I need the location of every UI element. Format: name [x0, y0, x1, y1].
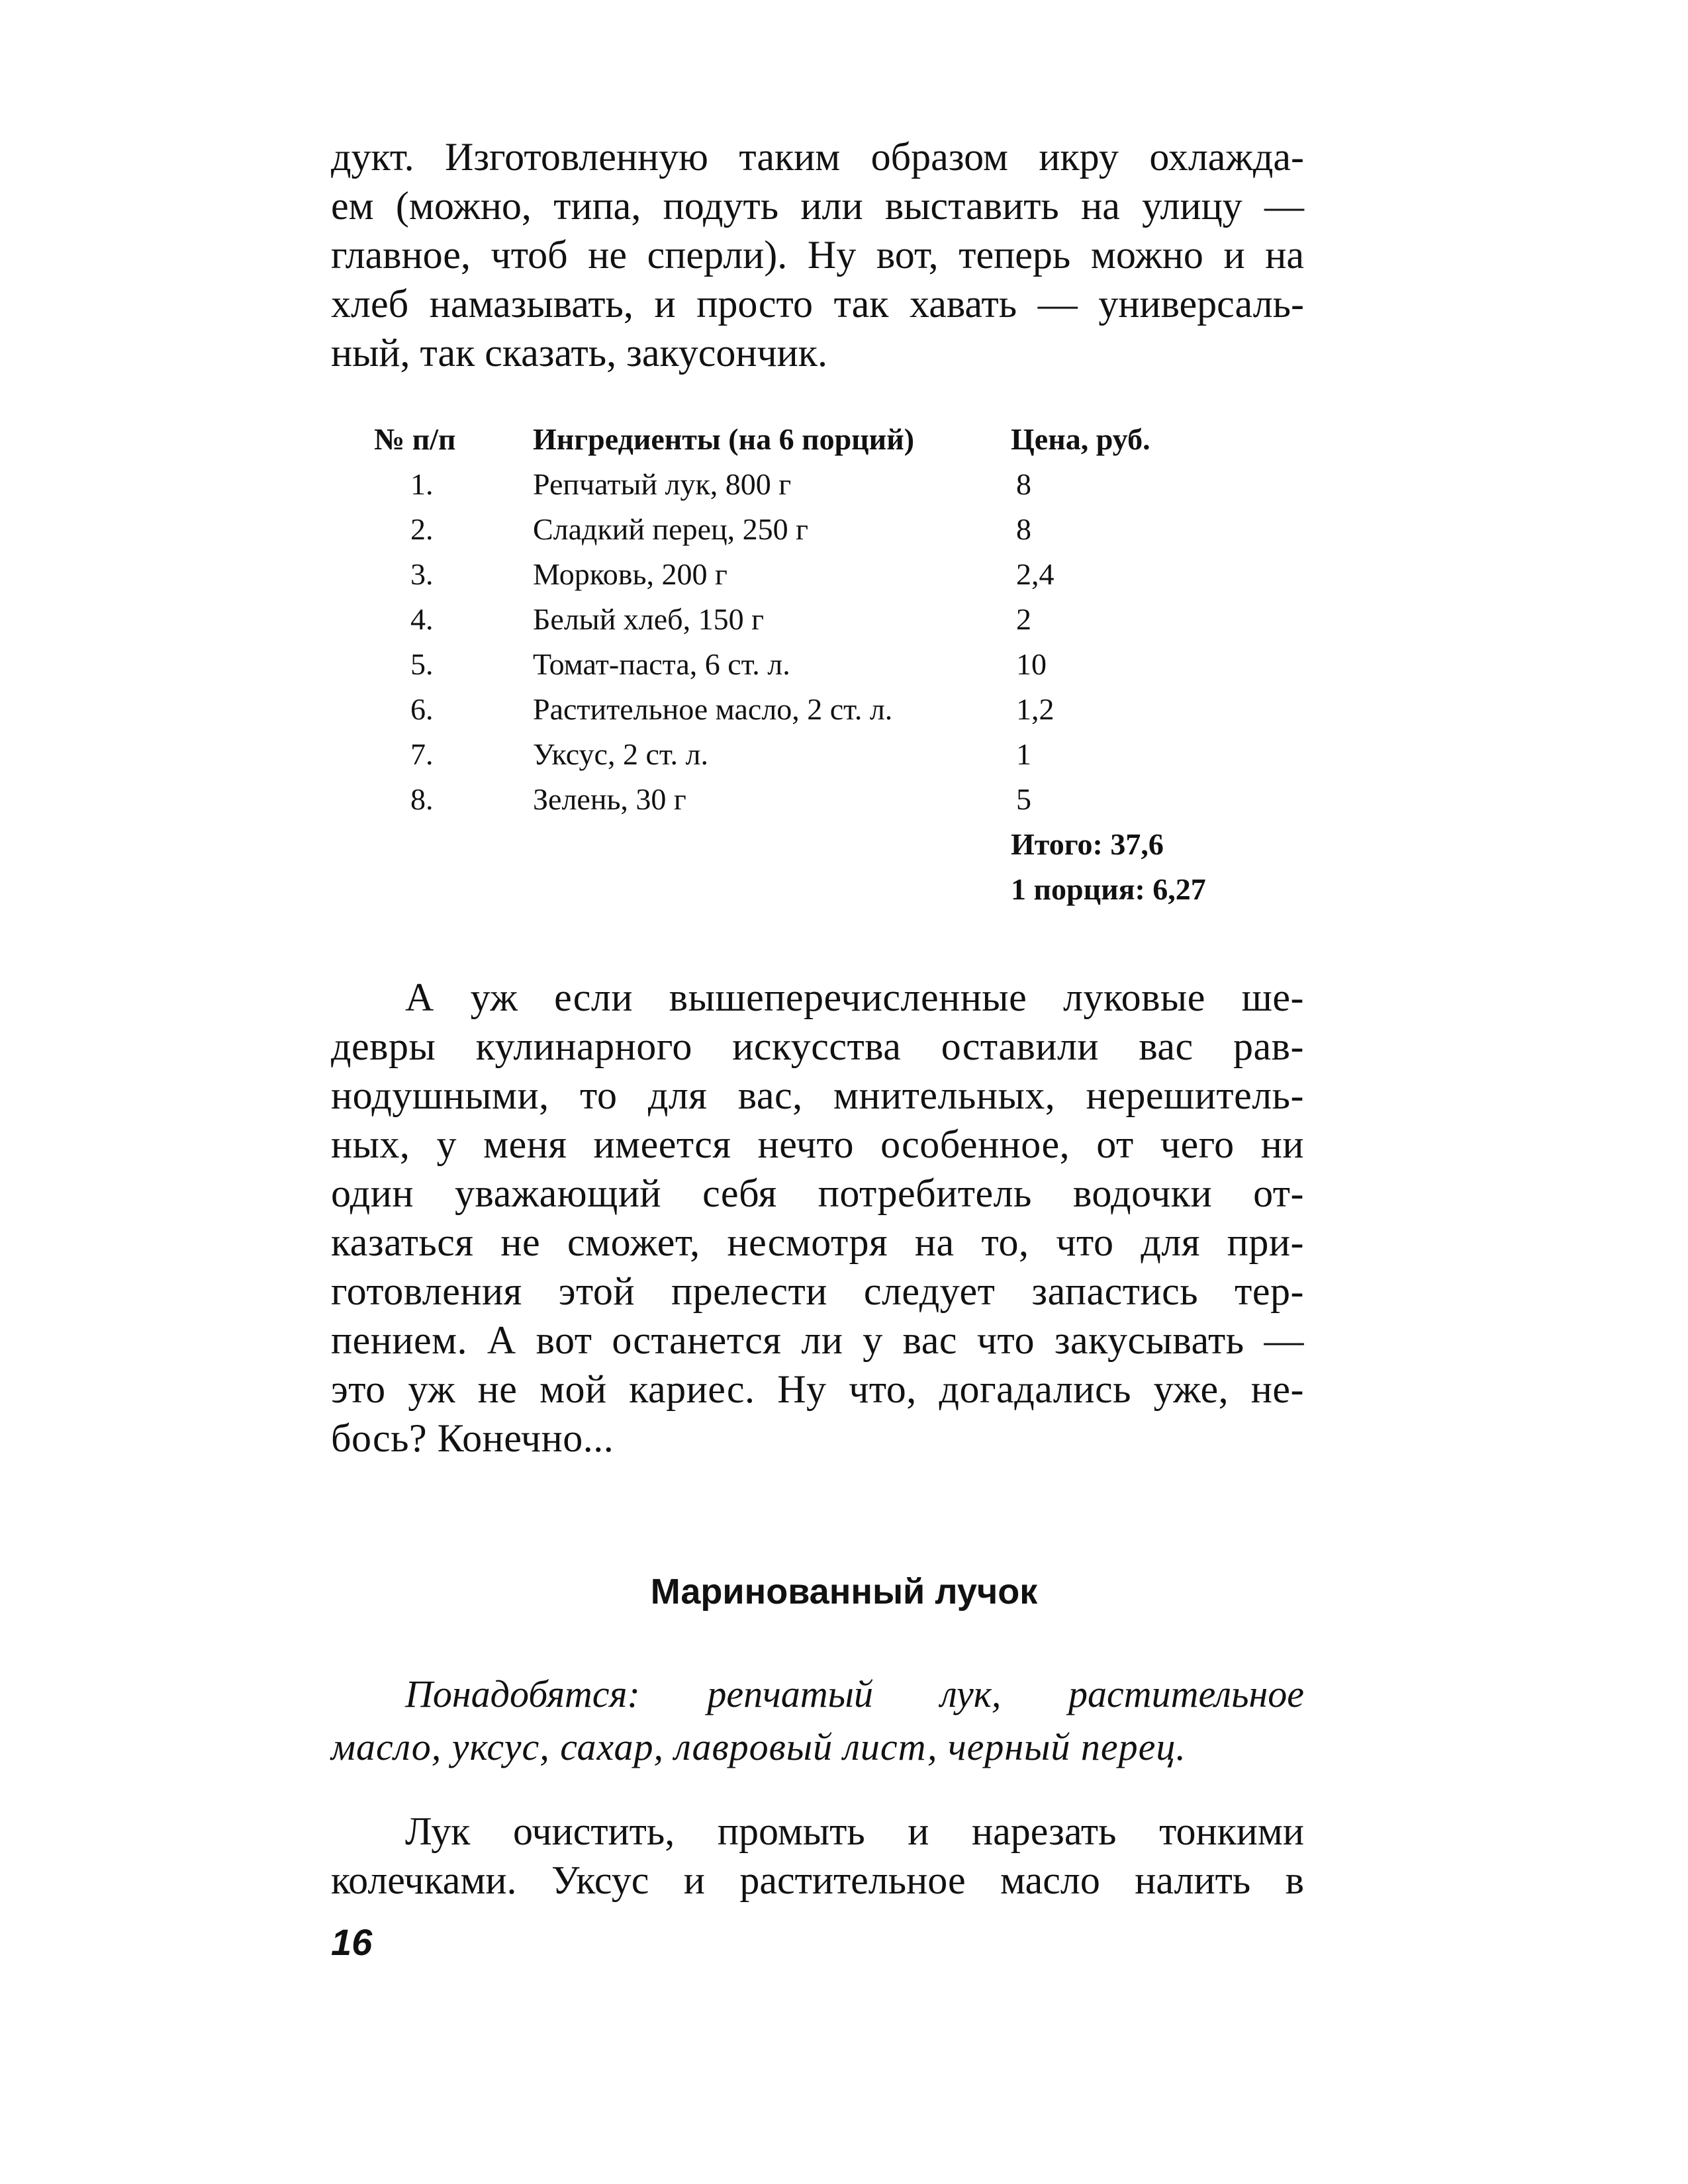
row-ingredient: Репчатый лук, 800 г [533, 467, 792, 501]
recipe-title: Маринованный лучок [650, 1572, 1038, 1612]
table-row [371, 552, 1297, 597]
recipe-ingredients-list [331, 1668, 1304, 1774]
row-ingredient: Зелень, 30 г [533, 782, 686, 816]
text-line: это уж не мой кариес. Ну что, догадались уже, не- [331, 1367, 1304, 1411]
row-number: 7. [410, 737, 434, 771]
portion-price: 1 порция: 6,27 [1011, 872, 1206, 906]
table-row [371, 687, 1297, 732]
text-line: Понадобятся: репчатый лук, растительное [405, 1672, 1304, 1715]
row-price: 2 [1016, 602, 1031, 636]
text-line: бось? Конечно... [331, 1416, 614, 1460]
paragraph-top [331, 132, 1304, 377]
text-line: ем (можно, типа, подуть или выставить на улицу — [331, 184, 1304, 228]
row-price: 8 [1016, 512, 1031, 546]
text-line: колечками. Уксус и растительное масло налить в [331, 1858, 1304, 1902]
text-line: А уж если вышеперечисленные луковые ше- [405, 976, 1304, 1019]
row-number: 4. [410, 602, 434, 636]
text-line: казаться не сможет, несмотря на то, что для при- [331, 1220, 1304, 1264]
text-line: дукт. Изготовленную таким образом икру охлажда- [331, 135, 1304, 179]
row-price: 10 [1016, 647, 1047, 681]
table-row [371, 507, 1297, 552]
text-line: хлеб намазывать, и просто так хавать — универсаль- [331, 282, 1304, 326]
paragraph-bottom [331, 1807, 1304, 1905]
total-price: Итого: 37,6 [1011, 827, 1164, 861]
row-ingredient: Уксус, 2 ст. л. [533, 737, 708, 771]
text-line: главное, чтоб не сперли). Ну вот, теперь можно и на [331, 233, 1304, 277]
text-line: нодушными, то для вас, мнительных, нерешитель- [331, 1073, 1304, 1117]
text-line: ный, так сказать, закусончик. [331, 331, 827, 375]
table-row [371, 642, 1297, 687]
header-ingredients: Ингредиенты (на 6 порций) [533, 422, 915, 456]
table-header-row [371, 417, 1297, 462]
row-number: 2. [410, 512, 434, 546]
text-line: один уважающий себя потребитель водочки от- [331, 1171, 1304, 1215]
row-ingredient: Белый хлеб, 150 г [533, 602, 764, 636]
table-row [371, 597, 1297, 642]
text-line: масло, уксус, сахар, лавровый лист, черный перец. [331, 1725, 1186, 1768]
text-line: ных, у меня имеется нечто особенное, от чего ни [331, 1122, 1304, 1166]
table-row [371, 777, 1297, 822]
row-price: 2,4 [1016, 557, 1055, 591]
paragraph-middle [331, 973, 1304, 1463]
row-ingredient: Растительное масло, 2 ст. л. [533, 692, 893, 726]
table-row [371, 462, 1297, 507]
row-number: 5. [410, 647, 434, 681]
row-price: 1,2 [1016, 692, 1055, 726]
page-number: 16 [331, 1921, 373, 1963]
row-ingredient: Томат-паста, 6 ст. л. [533, 647, 790, 681]
row-number: 3. [410, 557, 434, 591]
text-line: девры кулинарного искусства оставили вас рав- [331, 1024, 1304, 1068]
row-number: 1. [410, 467, 434, 501]
header-price: Цена, руб. [1011, 422, 1150, 456]
row-number: 8. [410, 782, 434, 816]
row-ingredient: Морковь, 200 г [533, 557, 727, 591]
row-price: 5 [1016, 782, 1031, 816]
table-row [371, 732, 1297, 777]
table-portion-row [371, 867, 1297, 912]
text-line: пением. А вот останется ли у вас что закусывать — [331, 1318, 1304, 1362]
ingredients-table [371, 417, 1297, 912]
text-line: готовления этой прелести следует запастись тер- [331, 1269, 1304, 1313]
header-number: № п/п [374, 422, 456, 456]
table-total-row [371, 822, 1297, 867]
row-price: 1 [1016, 737, 1031, 771]
row-number: 6. [410, 692, 434, 726]
row-price: 8 [1016, 467, 1031, 501]
row-ingredient: Сладкий перец, 250 г [533, 512, 808, 546]
text-line: Лук очистить, промыть и нарезать тонкими [405, 1809, 1304, 1853]
